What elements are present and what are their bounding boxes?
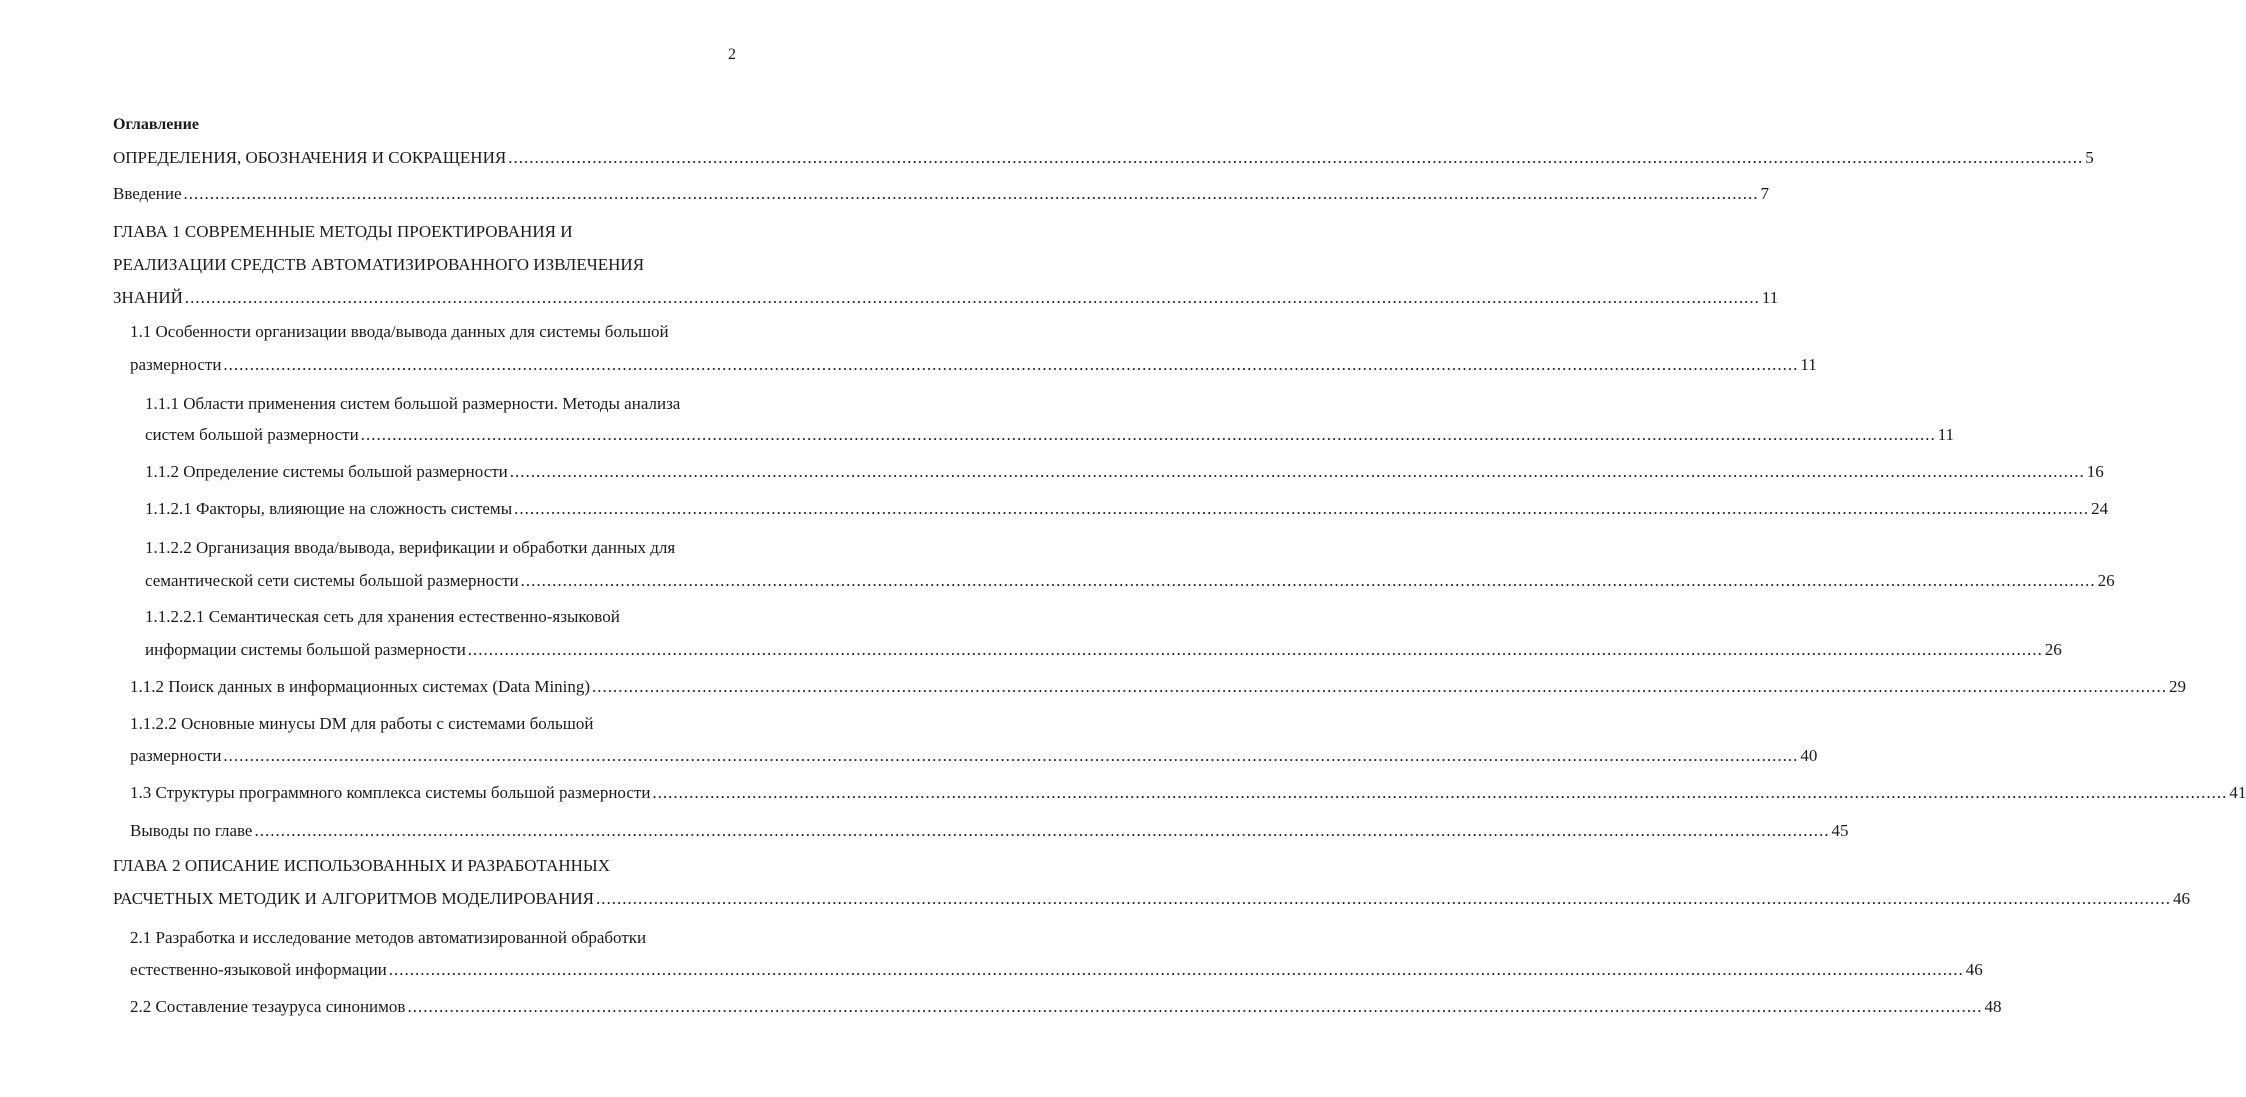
toc-entry-line <box>113 222 741 242</box>
toc-page-number: 26 <box>2044 640 2062 659</box>
toc-leader-dots: ............................................................................................................................................................................................................................................................................................................ <box>388 960 1964 979</box>
toc-leader-dots: ............................................................................................................................................................................................................................................................................................................ <box>360 425 1936 444</box>
toc-entry-text: ГЛАВА 2 ОПИСАНИЕ ИСПОЛЬЗОВАННЫХ И РАЗРАБОТАННЫХ <box>113 856 611 875</box>
toc-page-number: 16 <box>2086 462 2104 481</box>
toc-entry-text: 1.1.2.2 Основные минусы DM для работы с системами большой <box>130 714 594 733</box>
toc-page-number: 46 <box>2173 889 2190 908</box>
toc-entry-text: 1.1.1 Области применения систем большой размерности. Методы анализа <box>145 394 681 413</box>
toc-entry-line <box>113 255 741 275</box>
toc-leader-dots: ............................................................................................................................................................................................................................................................................................................ <box>407 997 1983 1016</box>
toc-leader-dots: ............................................................................................................................................................................................................................................................................................................ <box>184 288 1760 307</box>
toc-entry-text: ГЛАВА 1 СОВРЕМЕННЫЕ МЕТОДЫ ПРОЕКТИРОВАНИЯ И <box>113 222 573 241</box>
toc-leader-dots: ............................................................................................................................................................................................................................................................................................................ <box>596 889 2171 908</box>
toc-page-number: 11 <box>1800 355 1817 374</box>
toc-entry-line <box>130 783 2246 803</box>
toc-entry-text: Введение <box>113 184 182 203</box>
toc-entry-line <box>130 355 1817 375</box>
toc-leader-dots: ............................................................................................................................................................................................................................................................................................................ <box>254 821 1830 840</box>
toc-leader-dots: ............................................................................................................................................................................................................................................................................................................ <box>183 184 1759 203</box>
toc-entry-text: РЕАЛИЗАЦИИ СРЕДСТВ АВТОМАТИЗИРОВАННОГО ИЗВЛЕЧЕНИЯ <box>113 255 645 274</box>
toc-leader-dots: ............................................................................................................................................................................................................................................................................................................ <box>223 355 1799 374</box>
toc-leader-dots: ............................................................................................................................................................................................................................................................................................................ <box>592 677 2168 696</box>
toc-entry-line <box>113 148 2094 168</box>
toc-entry-text: 1.1 Особенности организации ввода/вывода данных для системы большой <box>130 322 669 341</box>
toc-entry-text: 1.1.2.1 Факторы, влияющие на сложность системы <box>145 499 513 518</box>
toc-entry-text: естественно-языковой информации <box>130 960 387 979</box>
toc-entry-line <box>113 184 1770 204</box>
toc-entry-line <box>130 821 1849 841</box>
toc-entry-line <box>145 462 2104 482</box>
toc-leader-dots: ............................................................................................................................................................................................................................................................................................................ <box>520 571 2096 590</box>
toc-entry-text: 2.1 Разработка и исследование методов автоматизированной обработки <box>130 928 647 947</box>
toc-entry-line <box>145 571 2115 591</box>
toc-entry-line <box>130 322 741 342</box>
toc-entry-text: информации системы большой размерности <box>145 640 466 659</box>
page-number: 2 <box>728 46 736 63</box>
toc-entry-line <box>145 499 2109 519</box>
toc-entry-text: 1.1.2.2 Организация ввода/вывода, верификации и обработки данных для <box>145 538 676 557</box>
toc-entry-text: Выводы по главе <box>130 821 253 840</box>
toc-page-number: 11 <box>1761 288 1779 307</box>
toc-page-number: 40 <box>1800 746 1818 765</box>
toc-entry-text: 1.1.2.2.1 Семантическая сеть для хранения естественно-языковой <box>145 607 620 626</box>
toc-entry-line <box>145 607 741 627</box>
toc-leader-dots: ............................................................................................................................................................................................................................................................................................................ <box>652 783 2228 802</box>
toc-entry-text: ОПРЕДЕЛЕНИЯ, ОБОЗНАЧЕНИЯ И СОКРАЩЕНИЯ <box>113 148 507 167</box>
toc-entry-text: систем большой размерности <box>145 425 359 444</box>
toc-entry-line <box>145 394 741 414</box>
toc-page-number: 48 <box>1984 997 2002 1016</box>
toc-entry-line <box>130 714 741 734</box>
toc-leader-dots: ............................................................................................................................................................................................................................................................................................................ <box>514 499 2090 518</box>
toc-entry-text: размерности <box>130 746 222 765</box>
toc-entry-text: РАСЧЕТНЫХ МЕТОДИК И АЛГОРИТМОВ МОДЕЛИРОВАНИЯ <box>113 889 594 908</box>
toc-page-number: 11 <box>1937 425 1955 444</box>
toc-page-number: 7 <box>1760 184 1770 203</box>
toc-entry-line <box>130 960 1983 980</box>
toc-page-number: 5 <box>2085 148 2094 167</box>
toc-entry-text: 1.1.2 Определение системы большой размерности <box>145 462 508 481</box>
toc-page-number: 41 <box>2229 783 2246 802</box>
toc-entry-text: семантической сети системы большой размерности <box>145 571 519 590</box>
toc-leader-dots: ............................................................................................................................................................................................................................................................................................................ <box>223 746 1799 765</box>
toc-entry-text: 2.2 Составление тезауруса синонимов <box>130 997 406 1016</box>
toc-entry-line <box>130 997 2002 1017</box>
toc-entry-text: 1.1.2 Поиск данных в информационных системах (Data Mining) <box>130 677 591 696</box>
toc-entry-text: ЗНАНИЙ <box>113 288 183 307</box>
toc-entry-line <box>145 640 2062 660</box>
toc-entry-text: размерности <box>130 355 222 374</box>
toc-entry-line <box>130 746 1818 766</box>
toc-entry-line <box>113 889 2190 909</box>
toc-leader-dots: ............................................................................................................................................................................................................................................................................................................ <box>508 148 2084 167</box>
toc-entry-line <box>113 288 1779 308</box>
toc-page-number: 24 <box>2091 499 2109 518</box>
toc-page-number: 46 <box>1965 960 1983 979</box>
toc-page-number: 29 <box>2169 677 2187 696</box>
toc-page-number: 45 <box>1831 821 1849 840</box>
toc-entry-line <box>145 538 741 558</box>
toc-page-number: 26 <box>2097 571 2115 590</box>
toc-entry-line <box>113 856 741 876</box>
toc-leader-dots: ............................................................................................................................................................................................................................................................................................................ <box>509 462 2085 481</box>
toc-entry-line <box>145 425 1955 445</box>
toc-entry-text: 1.3 Структуры программного комплекса системы большой размерности <box>130 783 651 802</box>
toc-title: Оглавление <box>113 116 199 133</box>
toc-leader-dots: ............................................................................................................................................................................................................................................................................................................ <box>467 640 2043 659</box>
toc-entry-line <box>130 677 2187 697</box>
toc-entry-line <box>130 928 741 948</box>
